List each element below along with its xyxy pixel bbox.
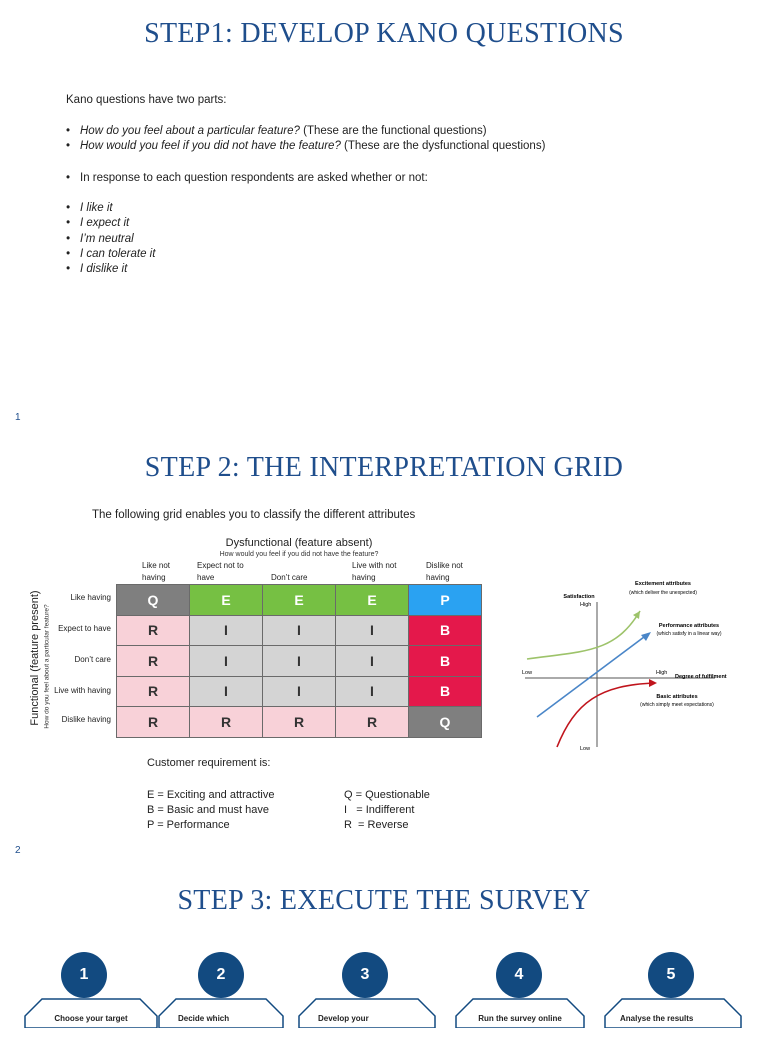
grid-cell: E bbox=[336, 585, 409, 616]
interpretation-grid bbox=[116, 584, 482, 738]
response-intro: • In response to each question respondents are asked whether or not: bbox=[66, 171, 428, 186]
grid-cell: R bbox=[117, 646, 190, 677]
list-item: • I can tolerate it bbox=[66, 247, 155, 262]
legend-item: P = Performance bbox=[147, 819, 230, 831]
performance-line bbox=[537, 634, 648, 717]
grid-row bbox=[117, 676, 482, 707]
column-header: Live with not having bbox=[352, 561, 397, 582]
grid-cell: R bbox=[336, 707, 409, 738]
y-high-label: High bbox=[580, 602, 592, 608]
grid-cell: B bbox=[409, 615, 482, 646]
step1-title: STEP1: DEVELOP KANO QUESTIONS bbox=[144, 18, 624, 49]
list-item: • I expect it bbox=[66, 216, 155, 231]
grid-cell: I bbox=[190, 615, 263, 646]
grid-cell: R bbox=[263, 707, 336, 738]
y-axis-label: Satisfaction bbox=[563, 594, 595, 600]
column-header: Like not having bbox=[142, 561, 171, 582]
page-number: 1 bbox=[15, 412, 21, 423]
question-list bbox=[66, 124, 545, 155]
legend-item: B = Basic and must have bbox=[147, 804, 269, 816]
excitement-label: Excitement attributes bbox=[635, 581, 691, 587]
list-item: • I like it bbox=[66, 201, 155, 216]
basic-sub: (which simply meet expectations) bbox=[640, 702, 714, 708]
step-number-circle: 4 bbox=[496, 952, 542, 998]
step-box bbox=[24, 998, 158, 1038]
grid-cell: R bbox=[117, 707, 190, 738]
dysfunctional-sub: How would you feel if you did not have the feature? bbox=[219, 551, 379, 558]
basic-arrow-icon bbox=[649, 679, 657, 687]
grid-cell: I bbox=[336, 646, 409, 677]
step-label: Develop your bbox=[318, 1014, 369, 1023]
grid-cell: I bbox=[190, 676, 263, 707]
row-label: Live with having bbox=[54, 686, 111, 695]
step1-intro: Kano questions have two parts: bbox=[66, 94, 227, 106]
grid-cell: I bbox=[336, 676, 409, 707]
performance-arrow-icon bbox=[641, 632, 651, 641]
list-item: • I dislike it bbox=[66, 262, 155, 277]
x-axis-label: Degree of fulfilment bbox=[675, 674, 727, 680]
grid-cell: E bbox=[263, 585, 336, 616]
basic-label: Basic attributes bbox=[656, 694, 698, 700]
grid-cell: R bbox=[117, 676, 190, 707]
row-label: Dislike having bbox=[61, 715, 111, 724]
grid-row bbox=[117, 646, 482, 677]
step-label: Decide which bbox=[178, 1014, 230, 1023]
page-number: 2 bbox=[15, 845, 21, 856]
step-box bbox=[158, 998, 284, 1038]
step-label: Choose your target bbox=[54, 1014, 128, 1023]
kano-model-diagram bbox=[515, 577, 755, 757]
grid-cell: Q bbox=[117, 585, 190, 616]
performance-label: Performance attributes bbox=[658, 623, 720, 629]
grid-cell: P bbox=[409, 585, 482, 616]
step-number-circle: 1 bbox=[61, 952, 107, 998]
legend-item: R = Reverse bbox=[344, 819, 409, 831]
step-number-circle: 5 bbox=[648, 952, 694, 998]
list-item: • I’m neutral bbox=[66, 232, 155, 247]
x-low-label: Low bbox=[522, 670, 533, 676]
response-intro-list bbox=[66, 171, 428, 186]
grid-cell: I bbox=[263, 615, 336, 646]
grid-row bbox=[117, 615, 482, 646]
functional-sub: How do you feel about a particular feature? bbox=[43, 604, 51, 729]
legend-item: Q = Questionable bbox=[344, 789, 430, 801]
legend-heading: Customer requirement is: bbox=[147, 757, 271, 769]
step-box bbox=[298, 998, 436, 1038]
functional-label: Functional (feature present) bbox=[29, 590, 41, 726]
legend-item: E = Exciting and attractive bbox=[147, 789, 275, 801]
step2-intro: The following grid enables you to classify the different attributes bbox=[92, 509, 416, 521]
row-label: Like having bbox=[70, 593, 111, 602]
grid-cell: I bbox=[190, 646, 263, 677]
legend-item: I = Indifferent bbox=[344, 804, 415, 816]
grid-cell: E bbox=[190, 585, 263, 616]
grid-cell: I bbox=[263, 676, 336, 707]
step-label: Run the survey online bbox=[478, 1014, 562, 1023]
grid-row bbox=[117, 707, 482, 738]
grid-cell: B bbox=[409, 646, 482, 677]
step-number-circle: 3 bbox=[342, 952, 388, 998]
dysfunctional-label: Dysfunctional (feature absent) bbox=[225, 537, 373, 549]
list-item: • How would you feel if you did not have the feature? (These are the dysfunctional questions) bbox=[66, 139, 545, 154]
row-label: Don’t care bbox=[74, 655, 111, 664]
step-number-circle: 2 bbox=[198, 952, 244, 998]
column-header: Dislike not having bbox=[426, 561, 463, 582]
step-label: Analyse the results bbox=[620, 1014, 694, 1023]
column-header: Don’t care bbox=[271, 573, 308, 582]
column-header: Expect not to have bbox=[197, 561, 244, 582]
step-box bbox=[604, 998, 742, 1038]
grid-cell: I bbox=[336, 615, 409, 646]
step3-title: STEP 3: EXECUTE THE SURVEY bbox=[177, 885, 591, 916]
grid-cell: R bbox=[117, 615, 190, 646]
grid-cell: R bbox=[190, 707, 263, 738]
step-box bbox=[455, 998, 585, 1038]
grid-cell: Q bbox=[409, 707, 482, 738]
grid-row bbox=[117, 585, 482, 616]
x-high-label: High bbox=[656, 670, 668, 676]
grid-cell: B bbox=[409, 676, 482, 707]
answer-list bbox=[66, 201, 155, 277]
excitement-sub: (which deliver the unexpected) bbox=[629, 590, 697, 596]
step2-title: STEP 2: THE INTERPRETATION GRID bbox=[144, 452, 624, 483]
performance-sub: (which satisfy in a linear way) bbox=[656, 631, 722, 637]
list-item: • How do you feel about a particular feature? (These are the functional questions) bbox=[66, 124, 545, 139]
grid-cell: I bbox=[263, 646, 336, 677]
basic-curve bbox=[557, 683, 655, 747]
y-low-label: Low bbox=[580, 746, 591, 752]
row-label: Expect to have bbox=[58, 624, 111, 633]
